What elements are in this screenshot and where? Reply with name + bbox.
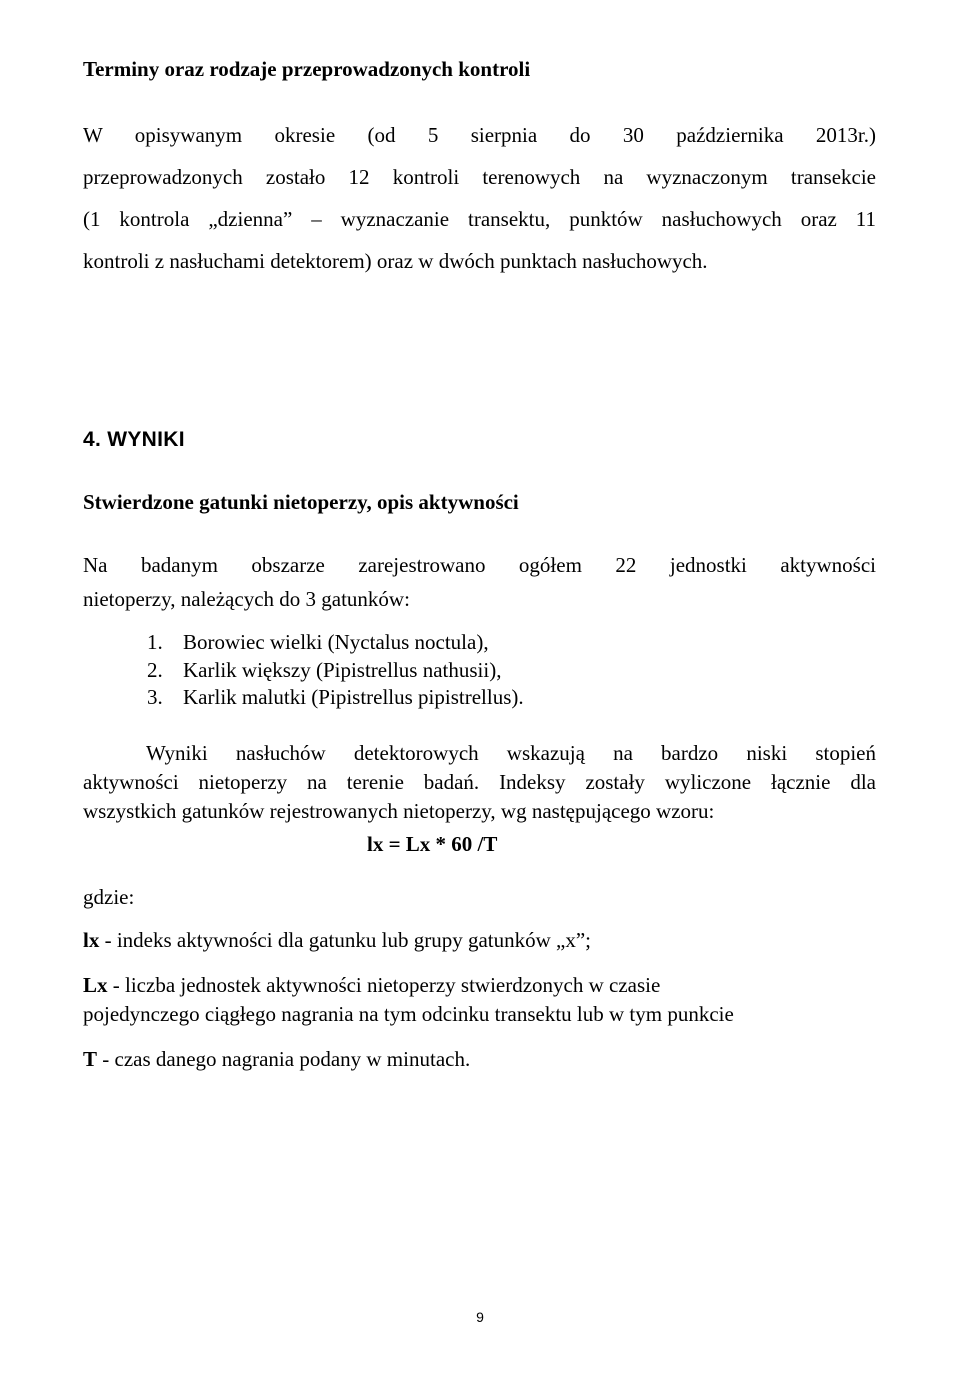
list-number: 3. [147, 685, 163, 709]
list-number: 2. [147, 657, 163, 682]
where-label: gdzie: [83, 885, 135, 909]
paragraph-results [83, 739, 876, 826]
definition-term: Lx [83, 973, 108, 997]
paragraph-line: (1 kontrola „dzienna” – wyznaczanie transektu, punktów nasłuchowych oraz 11 [83, 207, 876, 231]
paragraph-activity [83, 548, 876, 616]
paragraph-line: W opisywanym okresie (od 5 sierpnia do 30 października 2013r.) [83, 123, 876, 147]
paragraph-line: nietoperzy, należących do 3 gatunków: [83, 587, 410, 611]
formula: lx = Lx * 60 /T [367, 832, 498, 856]
list-number: 1. [147, 630, 163, 654]
list-text: Borowiec wielki (Nyctalus noctula), [183, 630, 489, 654]
paragraph-line: wszystkich gatunków rejestrowanych nietoperzy, wg następującego wzoru: [83, 799, 715, 823]
results-heading: 4. WYNIKI [83, 428, 185, 451]
species-heading: Stwierdzone gatunki nietoperzy, opis aktywności [83, 490, 519, 514]
species-list [147, 629, 524, 712]
definition-text: - indeks aktywności dla gatunku lub grupy gatunków „x”; [99, 928, 591, 952]
paragraph-line: aktywności nietoperzy na terenie badań. Indeksy zostały wyliczone łącznie dla [83, 770, 876, 794]
section-title: Terminy oraz rodzaje przeprowadzonych kontroli [83, 57, 531, 81]
definition-text: - liczba jednostek aktywności nietoperzy stwierdzonych w czasie [107, 973, 661, 997]
definition-lx [83, 926, 591, 955]
page-number: 9 [476, 1309, 484, 1325]
list-item [147, 657, 524, 685]
list-text: Karlik malutki (Pipistrellus pipistrellus). [183, 685, 524, 709]
list-item [147, 684, 524, 712]
paragraph-line: przeprowadzonych zostało 12 kontroli terenowych na wyznaczonym transekcie [83, 165, 876, 189]
definition-text: - czas danego nagrania podany w minutach. [97, 1047, 471, 1071]
definition-text: pojedynczego ciągłego nagrania na tym odcinku transektu lub w tym punkcie [83, 1002, 734, 1026]
paragraph-line: kontroli z nasłuchami detektorem) oraz w dwóch punktach nasłuchowych. [83, 249, 708, 273]
definition-Lx [83, 971, 734, 1029]
paragraph-line: Na badanym obszarze zarejestrowano ogółem 22 jednostki aktywności [83, 553, 876, 577]
definition-term: T [83, 1047, 98, 1071]
list-item [147, 629, 524, 657]
list-text: Karlik większy (Pipistrellus nathusii), [183, 657, 502, 682]
paragraph-line: Wyniki nasłuchów detektorowych wskazują na bardzo niski stopień [146, 741, 876, 765]
paragraph-controls [83, 114, 876, 282]
definition-T [83, 1045, 470, 1074]
definition-term: lx [83, 928, 100, 952]
